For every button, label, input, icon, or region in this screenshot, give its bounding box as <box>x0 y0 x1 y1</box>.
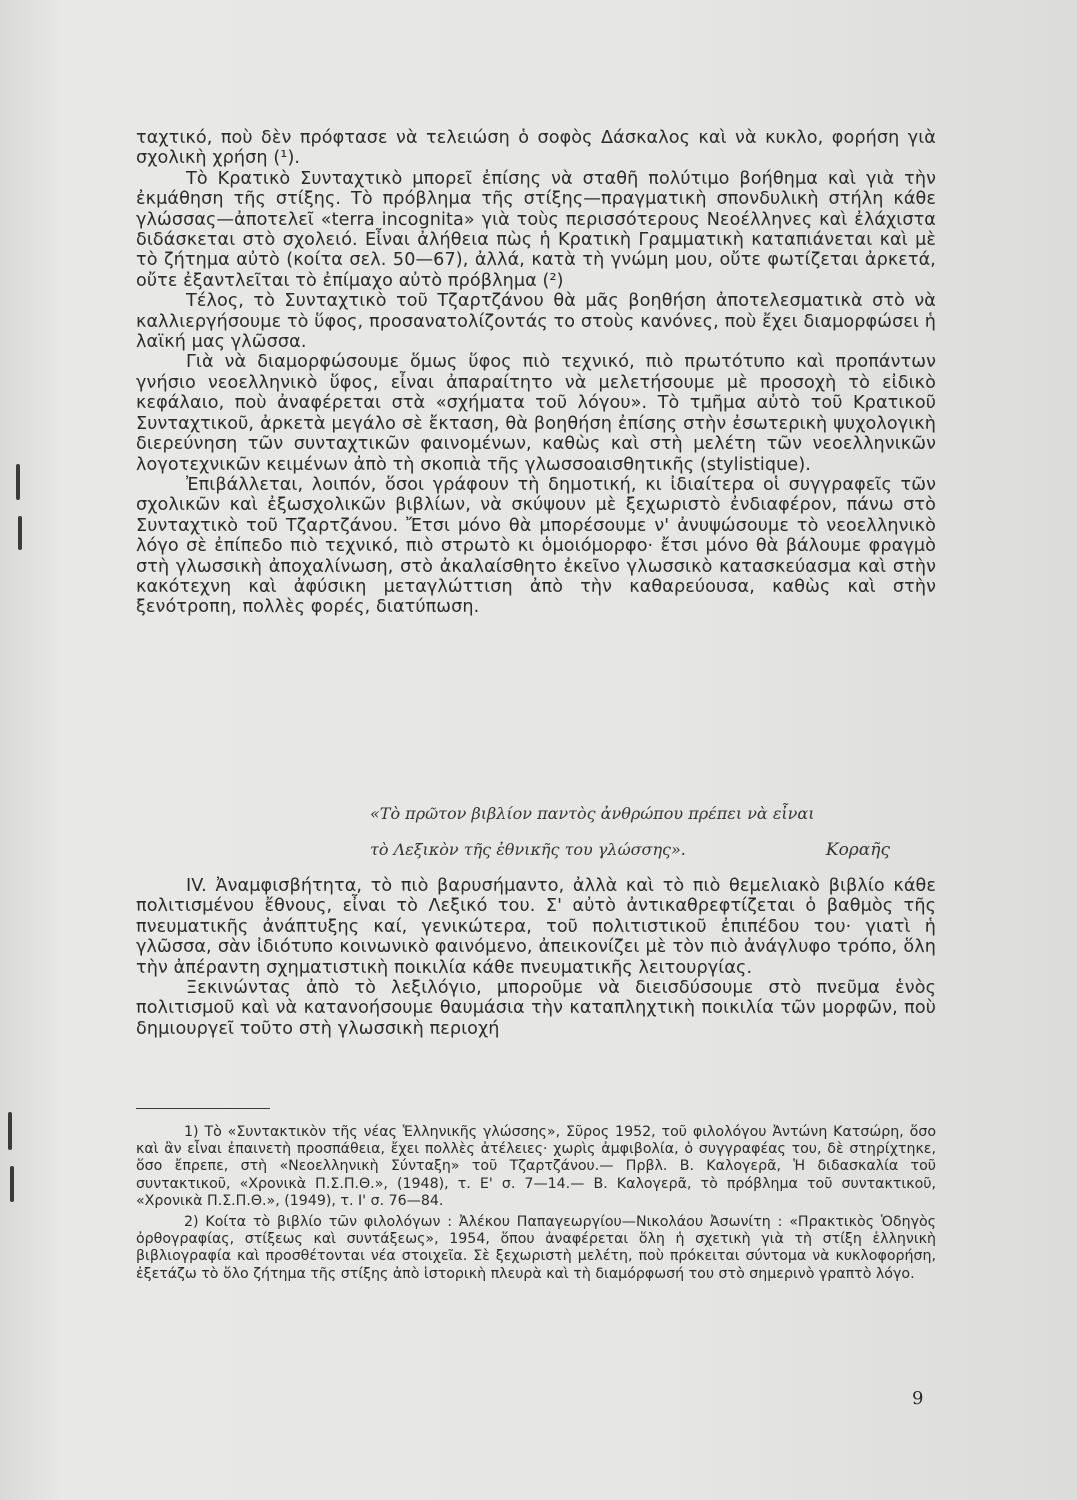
epigraph-quote <box>370 796 930 868</box>
footnotes <box>136 1124 936 1287</box>
footnote: 1) Τὸ «Συντακτικὸν τῆς νέας Ἑλληνικῆς γλώσσης», Σῦρος 1952, τοῦ φιλολόγου Ἀντώνη Κατσώρη, ὅσο καὶ ἂν εἶναι ἐπαινετὴ προσπάθεια, ἔχει πολλὲς ἀτέλειες· χωρὶς ἀμφιβολία, ὁ συγγραφέας του, δὲ στηρίχτηκε, ὅσο ἔπρεπε, στὴ «Νεοελληνικὴ Σύνταξη» τοῦ Τζαρτζάνου.— Πρβλ. Β. Καλογερᾶ, Ἡ διδασκαλία τοῦ συντακτικοῦ, «Χρονικὰ Π.Σ.Π.Θ.», (1948), τ. Ε' σ. 7—14.— Β. Καλογερᾶ, τὸ πρόβλημα τοῦ συντακτικοῦ, «Χρονικὰ Π.Σ.Π.Θ.», (1949), τ. Ι' σ. 76—84. <box>136 1124 936 1209</box>
main-text <box>136 128 936 618</box>
margin-mark <box>16 464 20 500</box>
quote-author: Κοραῆς <box>825 840 890 860</box>
quote-line: τὸ Λεξικὸν τῆς ἐθνικῆς του γλώσσης». <box>370 840 686 859</box>
margin-mark <box>10 1166 14 1202</box>
paragraph: Τὸ Κρατικὸ Συνταχτικὸ μπορεῖ ἐπίσης νὰ σταθῆ πολύτιμο βοήθημα καὶ γιὰ τὴν ἐκμάθηση τῆς στίξης. Τὸ πρόβλημα τῆς στίξης—πραγματικὴ σπονδυλικὴ στήλη κάθε γλώσσας—ἀποτελεῖ «terra incognita» γιὰ τοὺς περισσότερους Νεοέλληνες καὶ ἐλάχιστα διδάσκεται στὸ σχολειό. Εἶναι ἀλήθεια πὼς ἡ Κρατικὴ Γραμματικὴ καταπιάνεται καὶ μὲ τὸ ζήτημα αὐτὸ (κοίτα σελ. 50—67), ἀλλά, κατὰ τὴ γνώμη μου, οὔτε φωτίζεται ἀρκετά, οὔτε ἐξαντλεῖται τὸ ἐπίμαχο αὐτὸ πρόβλημα (²) <box>136 168 936 291</box>
paragraph: Ξεκινώντας ἀπὸ τὸ λεξιλόγιο, μποροῦμε νὰ διεισδύσουμε στὸ πνεῦμα ἑνὸς πολιτισμοῦ καὶ νὰ κατανοήσουμε θαυμάσια τὴν καταπληχτικὴ ποικιλία τῶν μορφῶν, ποὺ δημιουργεῖ τοῦτο στὴ γλωσσικὴ περιοχή <box>136 978 936 1039</box>
paragraph: Τέλος, τὸ Συνταχτικὸ τοῦ Τζαρτζάνου θὰ μᾶς βοηθήση ἀποτελεσματικὰ στὸ νὰ καλλιεργήσουμε τὸ ὕφος, προσανατολίζοντάς το στοὺς κανόνες, ποὺ ἔχει διαμορφώσει ἡ λαϊκή μας γλῶσσα. <box>136 291 936 353</box>
page-number: 9 <box>912 1388 924 1409</box>
paragraph: Ἐπιβάλλεται, λοιπόν, ὅσοι γράφουν τὴ δημοτική, κι ἰδιαίτερα οἱ συγγραφεῖς τῶν σχολικῶν καὶ ἐξωσχολικῶν βιβλίων, νὰ σκύψουν μὲ ξεχωριστὸ ἐνδιαφέρον, πάνω στὸ Συνταχτικὸ τοῦ Τζαρτζάνου. Ἔτσι μόνο θὰ μπορέσουμε ν' ἀνυψώσουμε τὸ νεοελληνικὸ λόγο σὲ ἐπίπεδο πιὸ τεχνικό, πιὸ στρωτὸ κι ὁμοιόμορφο· ἔτσι μόνο θὰ βάλουμε φραγμὸ στὴ γλωσσικὴ ἀποχαλίνωση, στὸ ἀκαλαίσθητο ἐκεῖνο γλωσσικὸ κατασκεύασμα καὶ στὴν κακότεχνη καὶ ἀφύσικη μεταγλώττιση ἀπὸ τὴν καθαρεύουσα, καθὼς καὶ στὴν ξενότροπη, πολλὲς φορές, διατύπωση. <box>136 474 936 618</box>
section-iv-text <box>136 876 936 1039</box>
footnote: 2) Κοίτα τὸ βιβλίο τῶν φιλολόγων : Ἀλέκου Παπαγεωργίου—Νικολάου Ἀσωνίτη : «Πρακτικὸς Ὁδηγὸς ὀρθογραφίας, στίξεως καὶ συντάξεως», 1954, ὅπου ἀναφέρεται ὅλη ἡ σχετικὴ γιὰ τὴ στίξη ἑλληνικὴ βιβλιογραφία καὶ προσθέτονται νέα στοιχεῖα. Σὲ ξεχωριστὴ μελέτη, ποὺ πρόκειται σύντομα νὰ κυκλοφορήση, ἐξετάζω τὸ ὅλο ζήτημα τῆς στίξης ἀπὸ ἱστορικὴ πλευρὰ καὶ τὴ διαμόρφωσή του στὸ σημερινὸ γραπτὸ λόγο. <box>136 1214 936 1282</box>
quote-line: «Τὸ πρῶτον βιβλίον παντὸς ἀνθρώπου πρέπει νὰ εἶναι <box>370 804 815 823</box>
paragraph: Γιὰ νὰ διαμορφώσουμε ὅμως ὕφος πιὸ τεχνικό, πιὸ πρωτότυπο καὶ προπάντων γνήσιο νεοελληνικὸ ὕφος, εἶναι ἀπαραίτητο νὰ μελετήσουμε μὲ προσοχὴ τὸ εἰδικὸ κεφάλαιο, ποὺ ἀναφέρεται στὰ «σχήματα τοῦ λόγου». Τὸ τμῆμα αὐτὸ τοῦ Κρατικοῦ Συνταχτικοῦ, ἀρκετὰ μεγάλο σὲ ἔκταση, θὰ βοηθήση ἐπίσης στὴν ἐσωτερικὴ ψυχολογικὴ διερεύνηση τῶν συνταχτικῶν φαινομένων, καθὼς καὶ στὴ μελέτη τῶν νεοελληνικῶν λογοτεχνικῶν κειμένων ἀπὸ τὴ σκοπιὰ τῆς γλωσσοαισθητικῆς (stylistique). <box>136 352 936 475</box>
footnote-separator <box>136 1108 270 1109</box>
margin-mark <box>18 516 22 550</box>
margin-mark <box>8 1112 12 1150</box>
paragraph: IV. Ἀναμφισβήτητα, τὸ πιὸ βαρυσήμαντο, ἀλλὰ καὶ τὸ πιὸ θεμελιακὸ βιβλίο κάθε πολιτισμένου ἔθνους, εἶναι τὸ Λεξικό του. Σ' αὐτὸ ἀντικαθρεφτίζεται ὁ βαθμὸς τῆς πνευματικῆς ἀνάπτυξης καί, γενικώτερα, τοῦ πολιτιστικοῦ ἐπιπέδου του· γιατὶ ἡ γλῶσσα, σὰν ἰδιότυπο κοινωνικὸ φαινόμενο, ἀπεικονίζει μὲ τὸν πιὸ ἀνάγλυφο τρόπο, ὅλη τὴν ἀπέραντη σχηματιστικὴ ποικιλία κάθε πνευματικῆς λειτουργίας. <box>136 876 936 978</box>
paragraph: ταχτικό, ποὺ δὲν πρόφτασε νὰ τελειώση ὁ σοφὸς Δάσκαλος καὶ νὰ κυκλο, φορήση γιὰ σχολικὴ χρήση (¹). <box>136 128 936 169</box>
